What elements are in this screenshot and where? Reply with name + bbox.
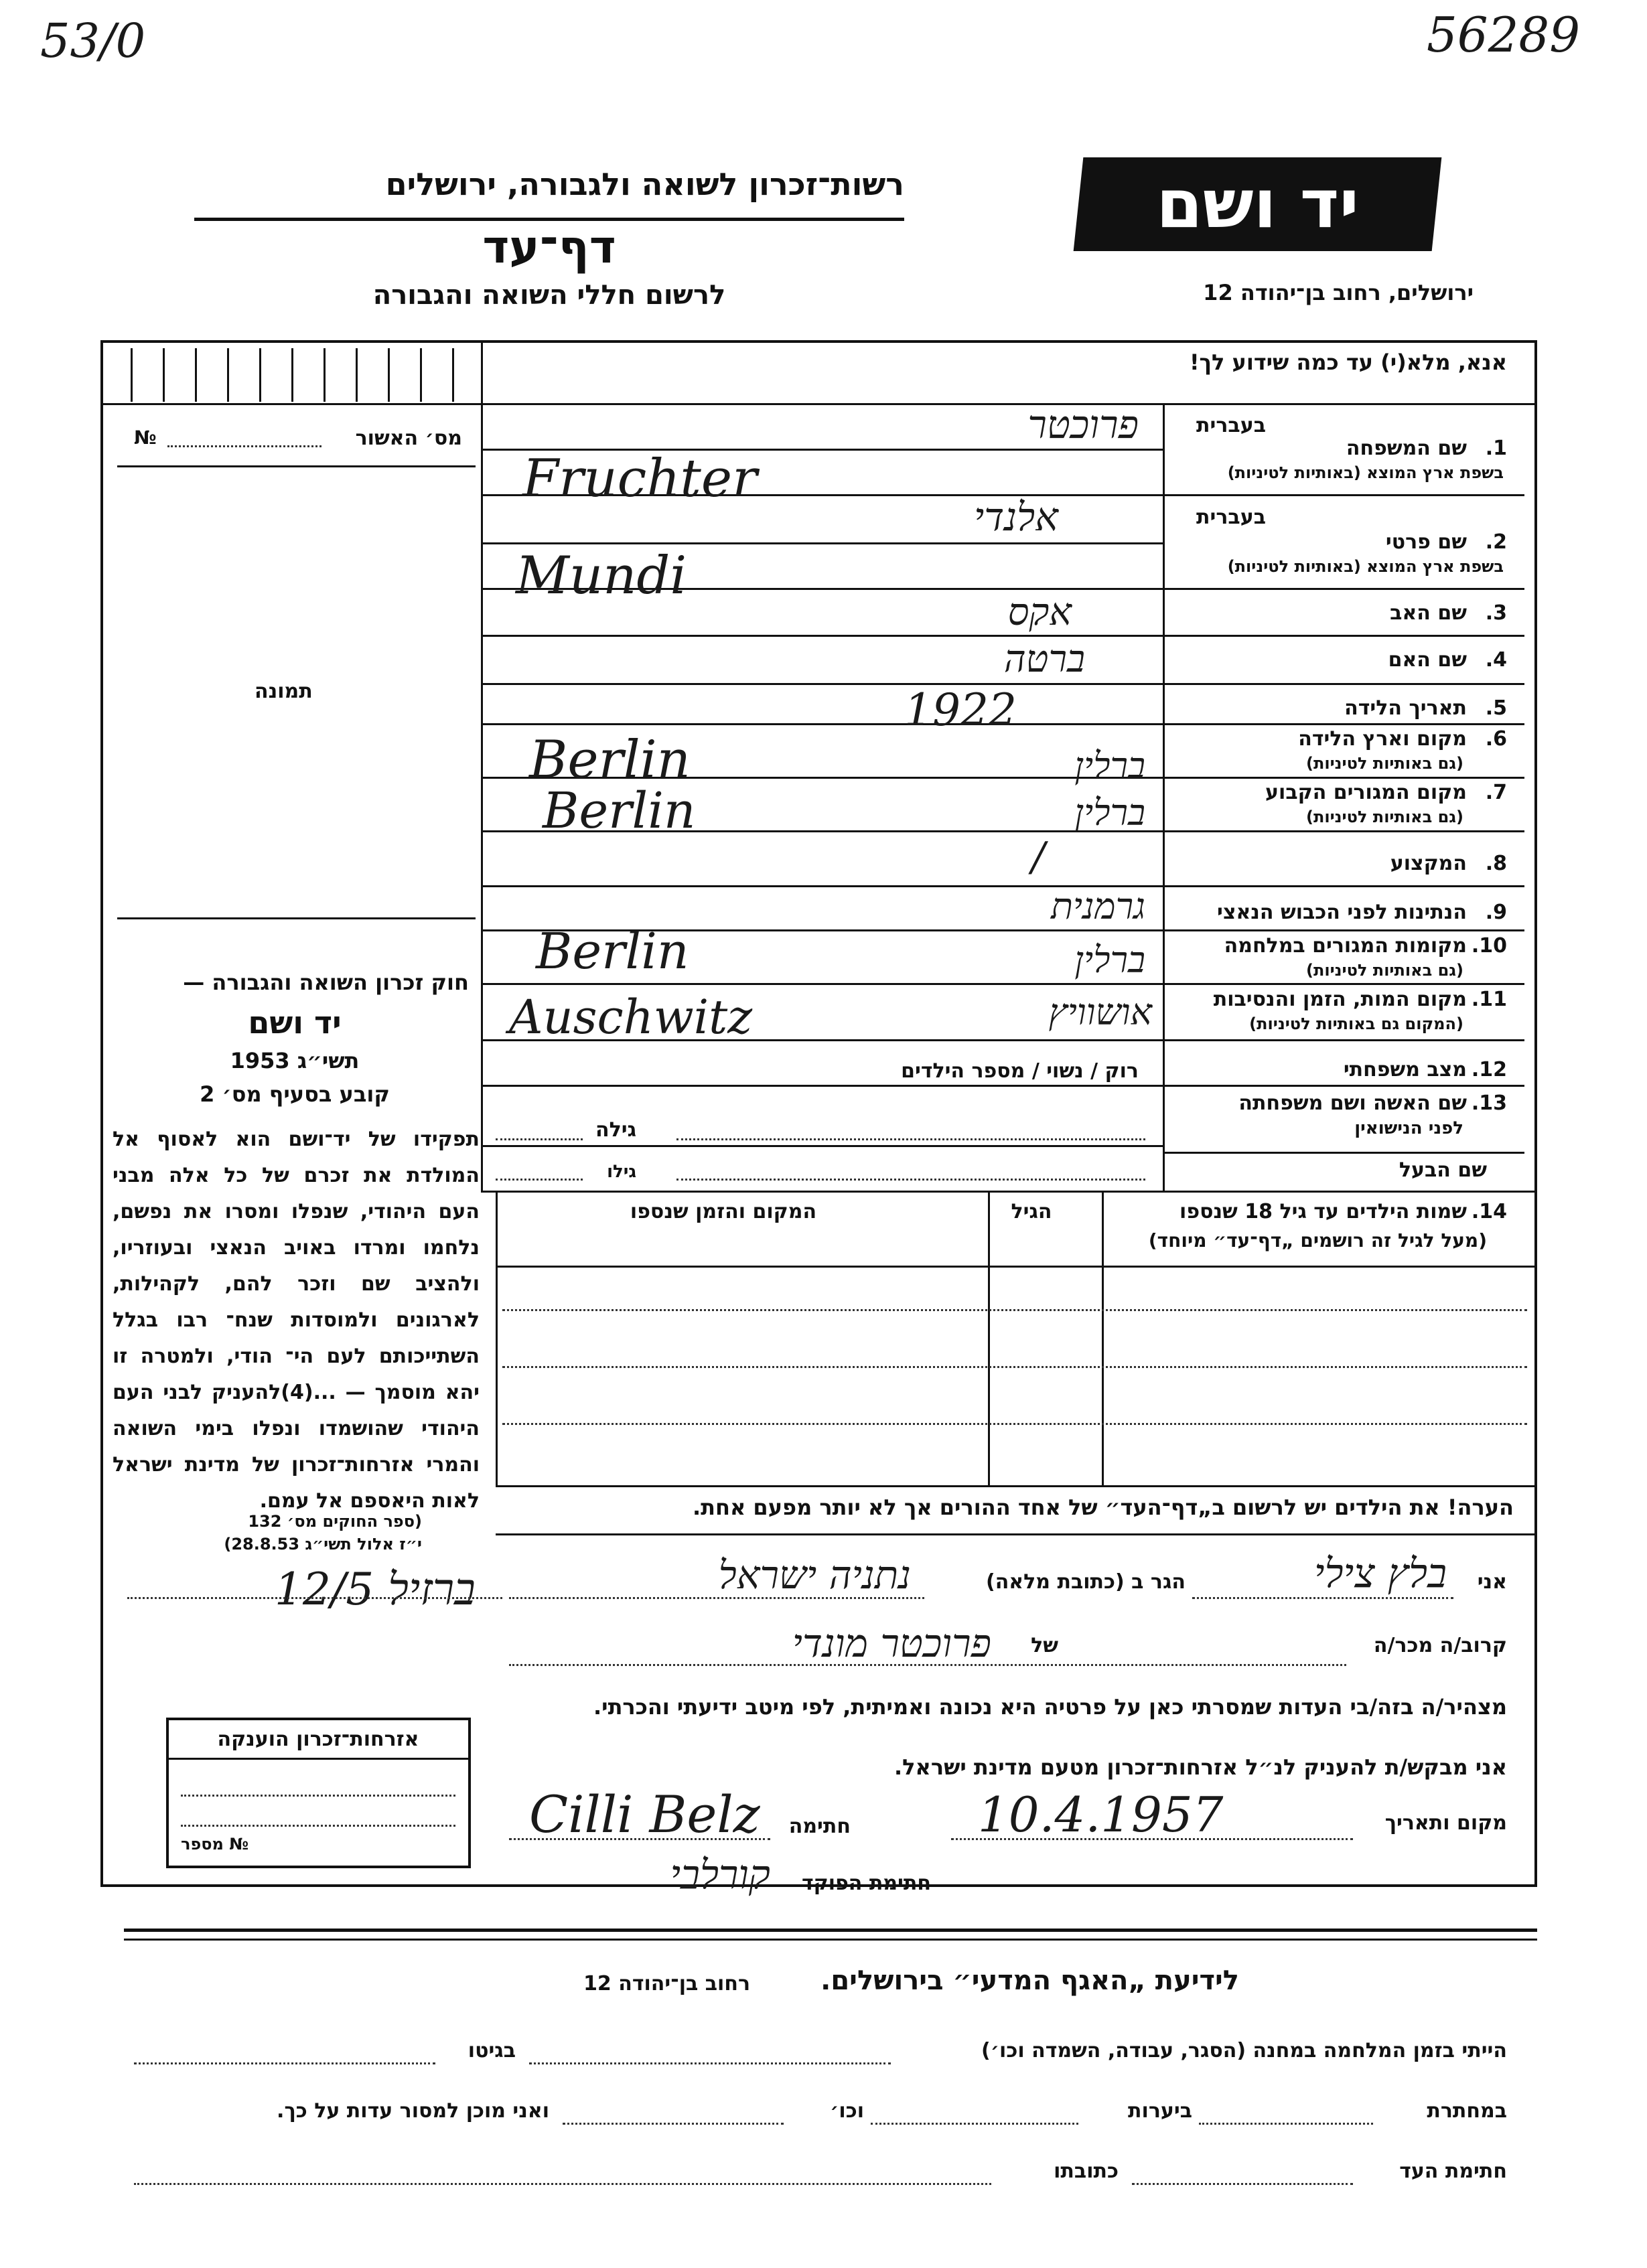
place-date-label: מקום ותאריך xyxy=(1384,1811,1507,1835)
husband-age-label: גילו xyxy=(607,1162,636,1182)
bottom-line2-underground: במחתרת xyxy=(1427,2099,1507,2123)
field-12-label: מצב משפחתי xyxy=(1343,1058,1467,1081)
field-7-label: מקום המגורים הקבוע xyxy=(1265,781,1467,804)
children-col-2 xyxy=(988,1191,990,1485)
field-3-label: שם האב xyxy=(1390,601,1467,625)
children-col-3 xyxy=(496,1191,498,1485)
approval-divider xyxy=(117,465,476,467)
photo-label: תמונה xyxy=(255,680,313,703)
bottom-line3-address: כתובתו xyxy=(1054,2160,1119,2183)
field-sep-11 xyxy=(1163,1039,1524,1041)
approval-no-sign: № xyxy=(134,427,157,449)
field-11-label: מקום המות, הזמן והנסיבות xyxy=(1213,988,1467,1011)
bottom-line2-field-b[interactable] xyxy=(871,2123,1078,2125)
witness-address-line xyxy=(509,1597,924,1599)
answer-line-14 xyxy=(481,1085,1163,1087)
children-col-1 xyxy=(1102,1191,1104,1485)
citizenship-value[interactable]: גרמנית xyxy=(1050,885,1145,927)
field-6-num: 6. xyxy=(1485,727,1507,751)
witness-address-extra[interactable]: ברזיל 12/5 xyxy=(274,1564,476,1615)
children-title: שמות הילדים עד גיל 18 שנספו xyxy=(1179,1200,1467,1223)
field-sep-3 xyxy=(1163,635,1524,637)
left-column-border xyxy=(481,340,483,1191)
date-line xyxy=(951,1838,1353,1840)
field-1-label: שם המשפחה xyxy=(1346,437,1467,460)
answer-line-12 xyxy=(481,983,1163,985)
field-5-label: תאריך הלידה xyxy=(1344,696,1467,720)
field-sep-10 xyxy=(1163,983,1524,985)
marital-options[interactable]: רוק / נשוי / מספר הילדים xyxy=(901,1059,1139,1083)
bottom-line2-field-c[interactable] xyxy=(563,2123,784,2125)
field-sep-6 xyxy=(1163,777,1524,779)
children-header-bottom xyxy=(496,1266,1537,1268)
spouse-divider xyxy=(481,1145,1163,1147)
bottom-line3-field-a[interactable] xyxy=(1132,2183,1353,2185)
relation-of-value[interactable]: פרוכטר מונדי xyxy=(792,1620,991,1666)
bottom-address: רחוב בן־יהודה 12 xyxy=(583,1972,750,1995)
citizenship-line-2[interactable] xyxy=(181,1825,455,1827)
bottom-line1-ghetto: בגיטו xyxy=(468,2039,516,2062)
signature-value[interactable]: Cilli Belz xyxy=(529,1785,760,1844)
children-top xyxy=(481,1191,1537,1193)
surname-hebrew[interactable]: פרוכטר xyxy=(1027,402,1139,447)
signature-label: חתימה xyxy=(788,1815,851,1838)
wartime-residence-latin[interactable]: Berlin xyxy=(536,923,689,980)
field-10-num: 10. xyxy=(1471,934,1507,958)
witness-resides-label: הגר ב (כתובת מלאה) xyxy=(985,1570,1186,1594)
field-sep-9 xyxy=(1163,929,1524,931)
note-text: הערה! את הילדים יש לרשום ב„דף־העד״ של אחד ההורים אך לא יותר מפעם אחת. xyxy=(692,1495,1514,1520)
bottom-line3-field-b[interactable] xyxy=(134,2183,991,2185)
husband-name-field[interactable] xyxy=(676,1179,1145,1181)
field-7-num: 7. xyxy=(1485,781,1507,804)
witness-name[interactable]: בלץ צילי xyxy=(1313,1550,1447,1597)
children-place-header: המקום והזמן שנספו xyxy=(630,1200,817,1223)
witness-address[interactable]: נתניה ישראל xyxy=(718,1552,911,1598)
corner-mark-right: 56289 xyxy=(1427,7,1581,63)
field-8-num: 8. xyxy=(1485,852,1507,875)
children-sub: (מעל לגיל זה רושמים „דף־עד״ מיוחד) xyxy=(1148,1229,1487,1252)
bottom-line3-signature: חתימת העד xyxy=(1399,2160,1507,2183)
field-1-sub: בשפת ארץ המוצא (באותיות לטיניות) xyxy=(1227,463,1504,482)
birthplace-latin[interactable]: Berlin xyxy=(529,730,691,790)
field-3-num: 3. xyxy=(1485,601,1507,625)
field-4-num: 4. xyxy=(1485,648,1507,672)
law-text: תפקידו של יד־ושם הוא לאסוף אל המולדת את זכרם של כל אלה מבני העם היהודי, שנפלו ומסרו את נפשם, נלחמו ומרדו באויב הנאצי ובעוזריו, ולהציב שם וזכר להם, לקהילות, לארגונים ולמוסדות שנח־ רבו בגלל השתייכותם לעם הי־ הודי, ולמטרה זו יהא מוסמך — ...(4)להעניק לבני העם היהודי שהושמדו ונפלו בימי השואה והמרי אזרחות־זכרון של מדינת ישראל לאות היאספם אל עמם. xyxy=(113,1128,480,1513)
citizenship-number: № מספר xyxy=(181,1835,249,1854)
bottom-line2-etc: וכו׳ xyxy=(830,2099,864,2123)
field-8-label: המקצוע xyxy=(1390,852,1467,875)
note-line xyxy=(496,1533,1537,1535)
bottom-line1-field-a[interactable] xyxy=(529,2062,891,2064)
field-sep-12 xyxy=(1163,1085,1524,1087)
field-1-note: בעברית xyxy=(1196,414,1266,437)
field-2-sub: בשפת ארץ המוצא (באותיות לטיניות) xyxy=(1227,557,1504,576)
relation-line xyxy=(509,1664,1346,1666)
corner-mark-left: 53/0 xyxy=(40,13,146,68)
field-4-label: שם האם xyxy=(1388,648,1467,672)
field-13-sub: לפני הנישואין xyxy=(1354,1118,1463,1138)
field-1-num: 1. xyxy=(1485,437,1507,460)
mother-name[interactable]: ברטה xyxy=(1003,637,1085,681)
checkbox-row xyxy=(131,348,459,402)
form-subtitle: לרשום חללי השואה והגבורה xyxy=(372,280,726,311)
children-row-3[interactable] xyxy=(502,1423,1527,1425)
relation-label: קרוב/ה מכר/ה xyxy=(1373,1634,1507,1657)
residence-hebrew[interactable]: ברלין xyxy=(1074,791,1145,834)
witness-name-line xyxy=(1192,1597,1453,1599)
instruction-text: אנא, מלא(י) עד כמה שידוע לך! xyxy=(1189,350,1507,375)
field-sep-8 xyxy=(1163,885,1524,887)
wife-name-field[interactable] xyxy=(676,1138,1145,1140)
field-sep-7 xyxy=(1163,830,1524,832)
field-7-sub: (גם באותיות לטיניות) xyxy=(1306,808,1463,826)
firstname-latin[interactable]: Mundi xyxy=(516,546,687,606)
field-sep-2 xyxy=(1163,588,1524,590)
header-address: ירושלים, רחוב בן־יהודה 12 xyxy=(1203,280,1474,305)
children-bottom xyxy=(496,1485,1537,1487)
logo-text: יד ושם xyxy=(1156,165,1359,243)
form-title: דף־עד xyxy=(482,221,616,274)
husband-age-field[interactable] xyxy=(496,1179,583,1181)
field-sep-1 xyxy=(1163,494,1524,496)
field-10-sub: (גם באותיות לטיניות) xyxy=(1306,961,1463,980)
surname-latin[interactable]: Fruchter xyxy=(522,449,758,509)
wife-age-field[interactable] xyxy=(496,1138,583,1140)
photo-bottom xyxy=(117,917,476,919)
field-11-num: 11. xyxy=(1471,988,1507,1011)
citizenship-title: אזרחות־זכרון הוענקה xyxy=(217,1728,419,1751)
law-year: תשי״ג 1953 xyxy=(230,1048,360,1073)
witness-address-extra-line xyxy=(127,1597,502,1599)
declaration-text: מצהיר/ה בזה/בי העדות שמסרתי כאן על פרטיה היא נכונה ואמיתית, לפי מיטב ידיעתי והכרתי. xyxy=(593,1694,1507,1720)
field-10-label: מקומות המגורים במלחמה xyxy=(1224,934,1467,958)
death-place-hebrew[interactable]: אושוויץ xyxy=(1048,991,1152,1033)
field-9-label: הנתינות לפני הכבוש הנאצי xyxy=(1217,901,1467,924)
bottom-divider-2 xyxy=(124,1939,1537,1941)
bottom-title: לידיעת „האגף המדעי״ בירושלים. xyxy=(820,1965,1239,1996)
children-row-2[interactable] xyxy=(502,1366,1527,1368)
field-6-label: מקום וארץ הלידה xyxy=(1298,727,1467,751)
profession[interactable]: / xyxy=(1031,834,1046,881)
children-num: 14. xyxy=(1471,1200,1507,1223)
bottom-line1-camp: הייתי בזמן המלחמה במחנה (הסגר, עבודה, השמדה וכו׳) xyxy=(981,2039,1507,2062)
checkbox-row-bottom xyxy=(100,403,481,405)
wife-age-label: גילה xyxy=(595,1118,636,1142)
approval-field[interactable] xyxy=(167,445,321,447)
bottom-line2-field-a[interactable] xyxy=(1199,2123,1373,2125)
bottom-line2-testify: ואני מוכן למסור עדות על כך. xyxy=(277,2099,549,2123)
authority-line: רשות־זכרון לשואה ולגבורה, ירושלים xyxy=(385,166,904,202)
bottom-line2-forests: ביערות xyxy=(1128,2099,1192,2123)
bottom-line1-field-b[interactable] xyxy=(134,2062,435,2064)
citizenship-line-1[interactable] xyxy=(181,1795,455,1797)
field-2-label: שם פרטי xyxy=(1385,530,1467,554)
residence-latin[interactable]: Berlin xyxy=(543,782,696,840)
field-11-sub: (המקום גם באותיות לטיניות) xyxy=(1249,1014,1463,1033)
field-2-num: 2. xyxy=(1485,530,1507,554)
field-12-num: 12. xyxy=(1471,1058,1507,1081)
field-sep-5 xyxy=(1163,723,1524,725)
father-name[interactable]: אקס xyxy=(1007,591,1072,634)
wartime-residence-hebrew[interactable]: ברלין xyxy=(1074,939,1145,981)
field-sep-4 xyxy=(1163,683,1524,685)
witness-i-label: אני xyxy=(1477,1570,1507,1594)
approval-label: מס׳ האשור xyxy=(355,427,462,450)
death-place-latin[interactable]: Auschwitz xyxy=(509,990,753,1045)
signature-line xyxy=(509,1838,770,1840)
law-clause: קובע בסעיף מס׳ 2 xyxy=(200,1081,390,1107)
field-6-sub: (גם באותיות לטיניות) xyxy=(1306,754,1463,773)
officer-value[interactable]: קורלבי xyxy=(670,1851,770,1898)
request-text: אני מבקש/ת להעניק לנ״ל אזרחות־זכרון מטעם מדינת ישראל. xyxy=(894,1754,1507,1780)
field-9-num: 9. xyxy=(1485,901,1507,924)
field-sep-13 xyxy=(1163,1152,1524,1154)
field-13-label: שם האשה ושם משפחתה xyxy=(1238,1091,1467,1115)
date-value[interactable]: 10.4.1957 xyxy=(978,1787,1224,1843)
birth-date[interactable]: 1922 xyxy=(904,684,1017,736)
law-name: יד ושם xyxy=(248,1004,342,1041)
birthplace-hebrew[interactable]: ברלין xyxy=(1074,745,1145,787)
citizenship-title-line xyxy=(169,1758,468,1760)
answer-line-3 xyxy=(481,542,1163,544)
law-ref-1: (ספר החוקים מס׳ 132 xyxy=(248,1512,422,1531)
children-age-header: הגיל xyxy=(1011,1200,1052,1223)
law-ref-2: י״ז אלול תשי״ג 28.8.53) xyxy=(224,1535,422,1554)
field-5-num: 5. xyxy=(1485,696,1507,720)
husband-label: שם הבעל xyxy=(1399,1158,1487,1182)
relation-of-label: של xyxy=(1031,1634,1058,1657)
middle-column-border xyxy=(1163,403,1165,1191)
children-row-1[interactable] xyxy=(502,1309,1527,1311)
firstname-hebrew[interactable]: אלנדי xyxy=(974,494,1058,540)
answer-line-5 xyxy=(481,635,1163,637)
field-2-note: בעברית xyxy=(1196,506,1266,529)
bottom-divider-1 xyxy=(124,1929,1537,1932)
field-13-num: 13. xyxy=(1471,1091,1507,1115)
officer-label: חתימת הפוקד xyxy=(802,1872,931,1895)
law-title: חוק זכרון השואה והגבורה — xyxy=(183,970,469,995)
